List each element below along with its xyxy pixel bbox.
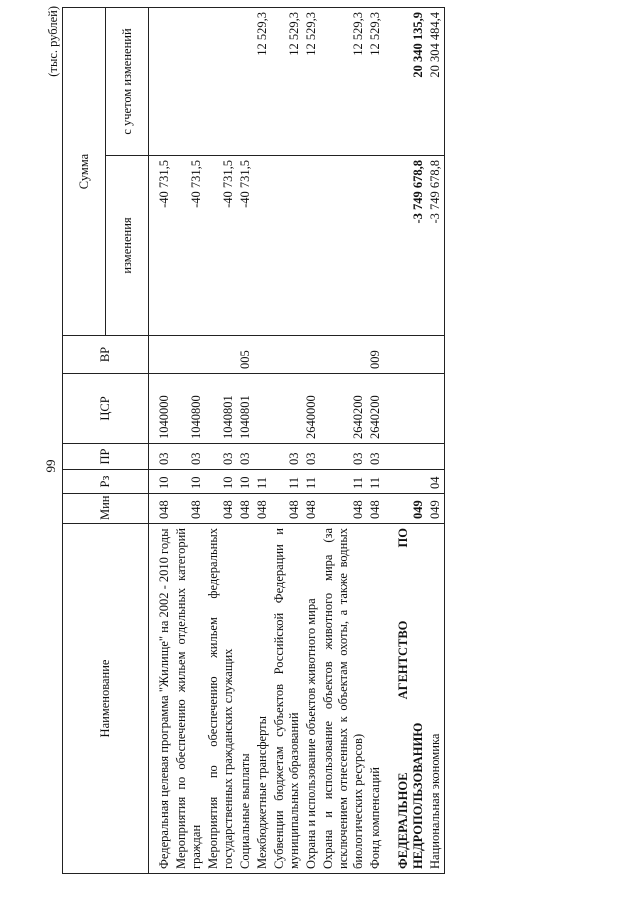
row-min-cell: 048 (254, 494, 271, 524)
row-min-cell: 048 (173, 494, 205, 524)
row-name-cell: Национальная экономика (427, 524, 445, 874)
row-vr-cell (149, 336, 174, 374)
table-row (320, 8, 367, 874)
row-pr-cell (384, 444, 427, 470)
row-name-cell: Социальные выплаты (237, 524, 254, 874)
row-name-cell: Охрана и использование объектов животного мира (303, 524, 320, 874)
row-min-cell: 048 (320, 494, 367, 524)
page-number: 99 (43, 459, 58, 473)
row-min-cell: 048 (205, 494, 237, 524)
row-pr-cell: 03 (237, 444, 254, 470)
row-rz-cell: 11 (271, 470, 303, 494)
row-csr-cell: 1040000 (149, 374, 174, 444)
row-change-cell: -40 731,5 (149, 156, 174, 336)
row-pr-cell: 03 (271, 444, 303, 470)
table-row (173, 8, 205, 874)
units-note: (тыс. рублей) (46, 6, 60, 77)
row-total-cell: 12 529,3 (320, 8, 367, 156)
row-rz-cell: 04 (427, 470, 445, 494)
row-name-cell: Межбюджетные трансферты (254, 524, 271, 874)
row-min-cell: 049 (384, 494, 427, 524)
row-change-cell (367, 156, 384, 336)
table-row (205, 8, 237, 874)
row-name-cell: ФЕДЕРАЛЬНОЕ АГЕНТСТВО ПО НЕДРОПОЛЬЗОВАНИЮ (384, 524, 427, 874)
row-total-cell: 20 340 135,9 (384, 8, 427, 156)
header-vr: ВР (63, 336, 149, 374)
row-csr-cell (254, 374, 271, 444)
header-name: Наименование (63, 524, 149, 874)
row-pr-cell (254, 444, 271, 470)
row-change-cell: -40 731,5 (173, 156, 205, 336)
row-change-cell (303, 156, 320, 336)
row-change-cell: -3 749 678,8 (384, 156, 427, 336)
budget-table (62, 7, 445, 874)
row-rz-cell: 10 (173, 470, 205, 494)
row-change-cell: -3 749 678,8 (427, 156, 445, 336)
row-vr-cell (271, 336, 303, 374)
row-total-cell (237, 8, 254, 156)
row-total-cell: 20 304 484,4 (427, 8, 445, 156)
row-total-cell: 12 529,3 (303, 8, 320, 156)
header-min: Мин (63, 494, 149, 524)
row-pr-cell: 03 (149, 444, 174, 470)
row-vr-cell: 005 (237, 336, 254, 374)
row-name-cell: Охрана и использование объектов животного мира (за исключением отнесенных к объектам охоты, а также водных биологических ресурсов) (320, 524, 367, 874)
row-min-cell: 048 (237, 494, 254, 524)
row-csr-cell (271, 374, 303, 444)
row-rz-cell (384, 470, 427, 494)
header-csr: ЦСР (63, 374, 149, 444)
table-row (271, 8, 303, 874)
row-change-cell: -40 731,5 (205, 156, 237, 336)
table-row (384, 8, 427, 874)
row-vr-cell (384, 336, 427, 374)
table-row (367, 8, 384, 874)
table-row (427, 8, 445, 874)
row-csr-cell (427, 374, 445, 444)
row-min-cell: 048 (303, 494, 320, 524)
row-rz-cell: 11 (254, 470, 271, 494)
row-total-cell (173, 8, 205, 156)
row-total-cell: 12 529,3 (271, 8, 303, 156)
row-name-cell: Федеральная целевая программа "Жилище" на 2002 - 2010 годы (149, 524, 174, 874)
row-csr-cell: 2640200 (367, 374, 384, 444)
row-name-cell: Мероприятия по обеспечению жильем федеральных государственных гражданских служащих (205, 524, 237, 874)
header-changes: изменения (106, 156, 149, 336)
header-summa: Сумма (63, 8, 106, 336)
row-vr-cell (254, 336, 271, 374)
table-row (149, 8, 174, 874)
row-total-cell (149, 8, 174, 156)
row-rz-cell: 11 (303, 470, 320, 494)
row-min-cell: 048 (271, 494, 303, 524)
row-total-cell: 12 529,3 (254, 8, 271, 156)
table-body (149, 8, 445, 874)
row-vr-cell (205, 336, 237, 374)
row-rz-cell: 10 (149, 470, 174, 494)
row-rz-cell: 10 (237, 470, 254, 494)
row-csr-cell: 1040800 (173, 374, 205, 444)
row-rz-cell: 11 (320, 470, 367, 494)
row-csr-cell: 1040801 (205, 374, 237, 444)
row-csr-cell: 1040801 (237, 374, 254, 444)
row-pr-cell: 03 (367, 444, 384, 470)
row-csr-cell: 2640200 (320, 374, 367, 444)
row-min-cell: 048 (149, 494, 174, 524)
row-rz-cell: 10 (205, 470, 237, 494)
header-pr: ПР (63, 444, 149, 470)
row-vr-cell (320, 336, 367, 374)
header-rz: Рз (63, 470, 149, 494)
row-pr-cell: 03 (173, 444, 205, 470)
row-min-cell: 049 (427, 494, 445, 524)
header-with-changes: с учетом изменений (106, 8, 149, 156)
row-pr-cell: 03 (320, 444, 367, 470)
row-change-cell (271, 156, 303, 336)
row-vr-cell (427, 336, 445, 374)
row-csr-cell: 2640000 (303, 374, 320, 444)
row-name-cell: Фонд компенсаций (367, 524, 384, 874)
row-name-cell: Мероприятия по обеспечению жильем отдельных категорий граждан (173, 524, 205, 874)
row-total-cell: 12 529,3 (367, 8, 384, 156)
row-change-cell (254, 156, 271, 336)
table-row (237, 8, 254, 874)
row-min-cell: 048 (367, 494, 384, 524)
table-row (303, 8, 320, 874)
row-pr-cell (427, 444, 445, 470)
table-row (254, 8, 271, 874)
row-vr-cell (173, 336, 205, 374)
row-rz-cell: 11 (367, 470, 384, 494)
row-vr-cell: 009 (367, 336, 384, 374)
row-name-cell: Субвенции бюджетам субъектов Российской Федерации и муниципальных образований (271, 524, 303, 874)
row-change-cell (320, 156, 367, 336)
row-csr-cell (384, 374, 427, 444)
row-change-cell: -40 731,5 (237, 156, 254, 336)
row-total-cell (205, 8, 237, 156)
row-vr-cell (303, 336, 320, 374)
row-pr-cell: 03 (205, 444, 237, 470)
row-pr-cell: 03 (303, 444, 320, 470)
